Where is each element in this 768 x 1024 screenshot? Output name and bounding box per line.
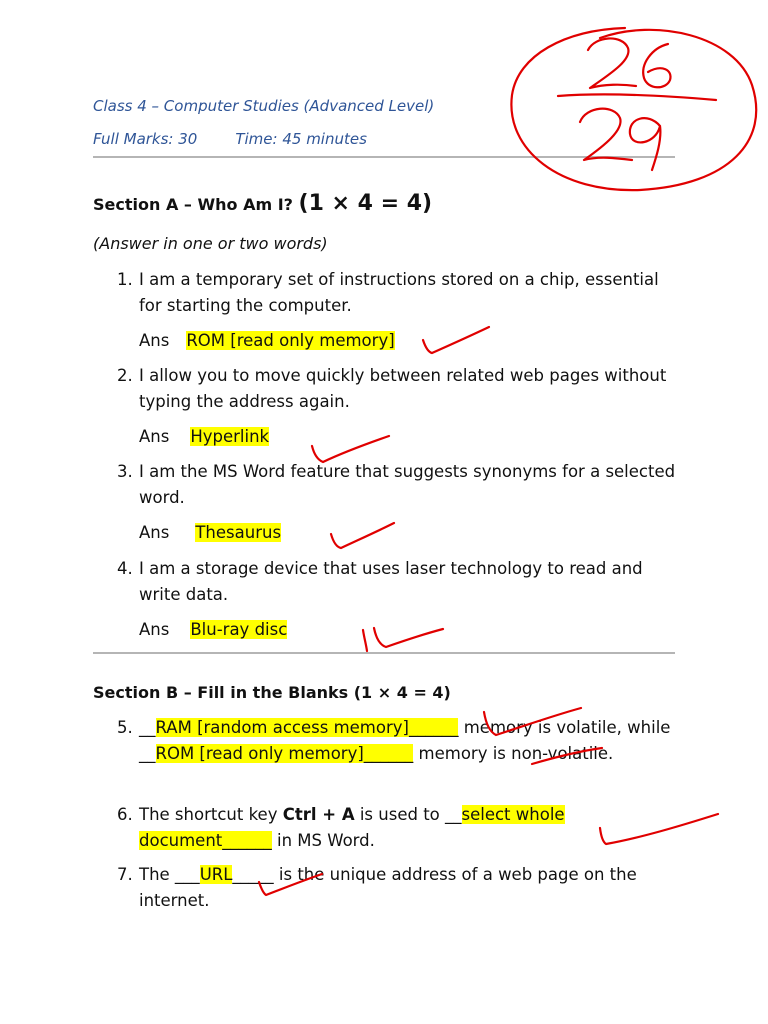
answer-text: Blu-ray disc (190, 620, 288, 639)
score-digit-9 (630, 118, 661, 170)
section-a-marks: (1 × 4 = 4) (298, 191, 433, 216)
question-text: I am a storage device that uses laser technology to read and write data. (139, 559, 643, 604)
section-a-title (93, 191, 432, 216)
tick-mark-4a (363, 630, 367, 651)
question-number: 2. (117, 366, 133, 385)
answer-3 (139, 521, 281, 545)
blank-answer: ROM [read only memory]______ (155, 744, 414, 763)
ans-label: Ans (139, 331, 170, 350)
answer-2 (139, 425, 269, 449)
answer-text: Thesaurus (195, 523, 282, 542)
text-part: in MS Word. (271, 831, 375, 850)
text-part: _____ is the unique address of a web page on the internet. (139, 865, 637, 910)
text-part: memory is non-volatile. (413, 744, 614, 763)
question-text (139, 862, 677, 914)
ans-label: Ans (139, 523, 170, 542)
question-1 (117, 267, 677, 319)
score-circle (511, 28, 756, 190)
question-text: I am a temporary set of instructions stored on a chip, essential for starting the computer. (139, 270, 659, 315)
section-divider (93, 652, 675, 654)
tick-mark-4b (374, 628, 443, 647)
question-number: 1. (117, 270, 133, 289)
answer-text: Hyperlink (190, 427, 270, 446)
time-allowed: Time: 45 minutes (235, 130, 367, 148)
question-number: 6. (117, 805, 133, 824)
question-text: I am the MS Word feature that suggests synonyms for a selected word. (139, 462, 676, 507)
question-number: 4. (117, 559, 133, 578)
marks-time-line (93, 130, 367, 148)
blank-answer: select whole document______ (139, 805, 565, 850)
question-text (139, 715, 677, 767)
tick-mark-3 (331, 523, 394, 548)
score-digit-6 (643, 44, 670, 87)
text-part: memory is volatile, while __ (139, 718, 671, 763)
answer-text: ROM [read only memory] (186, 331, 395, 350)
section-a-instruction: (Answer in one or two words) (93, 234, 328, 253)
question-2 (117, 363, 677, 415)
question-4 (117, 556, 677, 608)
blank-answer: URL (199, 865, 233, 884)
question-3 (117, 459, 677, 511)
answer-4 (139, 618, 287, 642)
shortcut-key: Ctrl + A (282, 805, 355, 824)
question-text: I allow you to move quickly between related web pages without typing the address again. (139, 366, 667, 411)
question-number: 7. (117, 865, 133, 884)
section-b-title: Section B – Fill in the Blanks (1 × 4 = 4) (93, 683, 451, 702)
text-part: is used to __ (354, 805, 462, 824)
question-5 (117, 715, 677, 767)
header-divider (93, 156, 675, 158)
answer-1 (139, 329, 395, 353)
question-number: 5. (117, 718, 133, 737)
question-7 (117, 862, 677, 914)
class-title: Class 4 – Computer Studies (Advanced Level) (93, 97, 435, 115)
text-part: __ (139, 718, 156, 737)
question-6 (117, 802, 677, 854)
text-part: The shortcut key (139, 805, 283, 824)
question-text (139, 802, 677, 854)
score-digit-2b (580, 109, 632, 160)
section-a-heading: Section A – Who Am I? (93, 195, 293, 214)
ans-label: Ans (139, 620, 170, 639)
score-digit-2 (588, 38, 636, 88)
text-part: The ___ (139, 865, 200, 884)
score-fraction-bar (558, 94, 716, 100)
full-marks: Full Marks: 30 (93, 130, 198, 148)
ans-label: Ans (139, 427, 170, 446)
blank-answer: RAM [random access memory]______ (155, 718, 459, 737)
tick-mark-1 (423, 327, 489, 353)
question-number: 3. (117, 462, 133, 481)
